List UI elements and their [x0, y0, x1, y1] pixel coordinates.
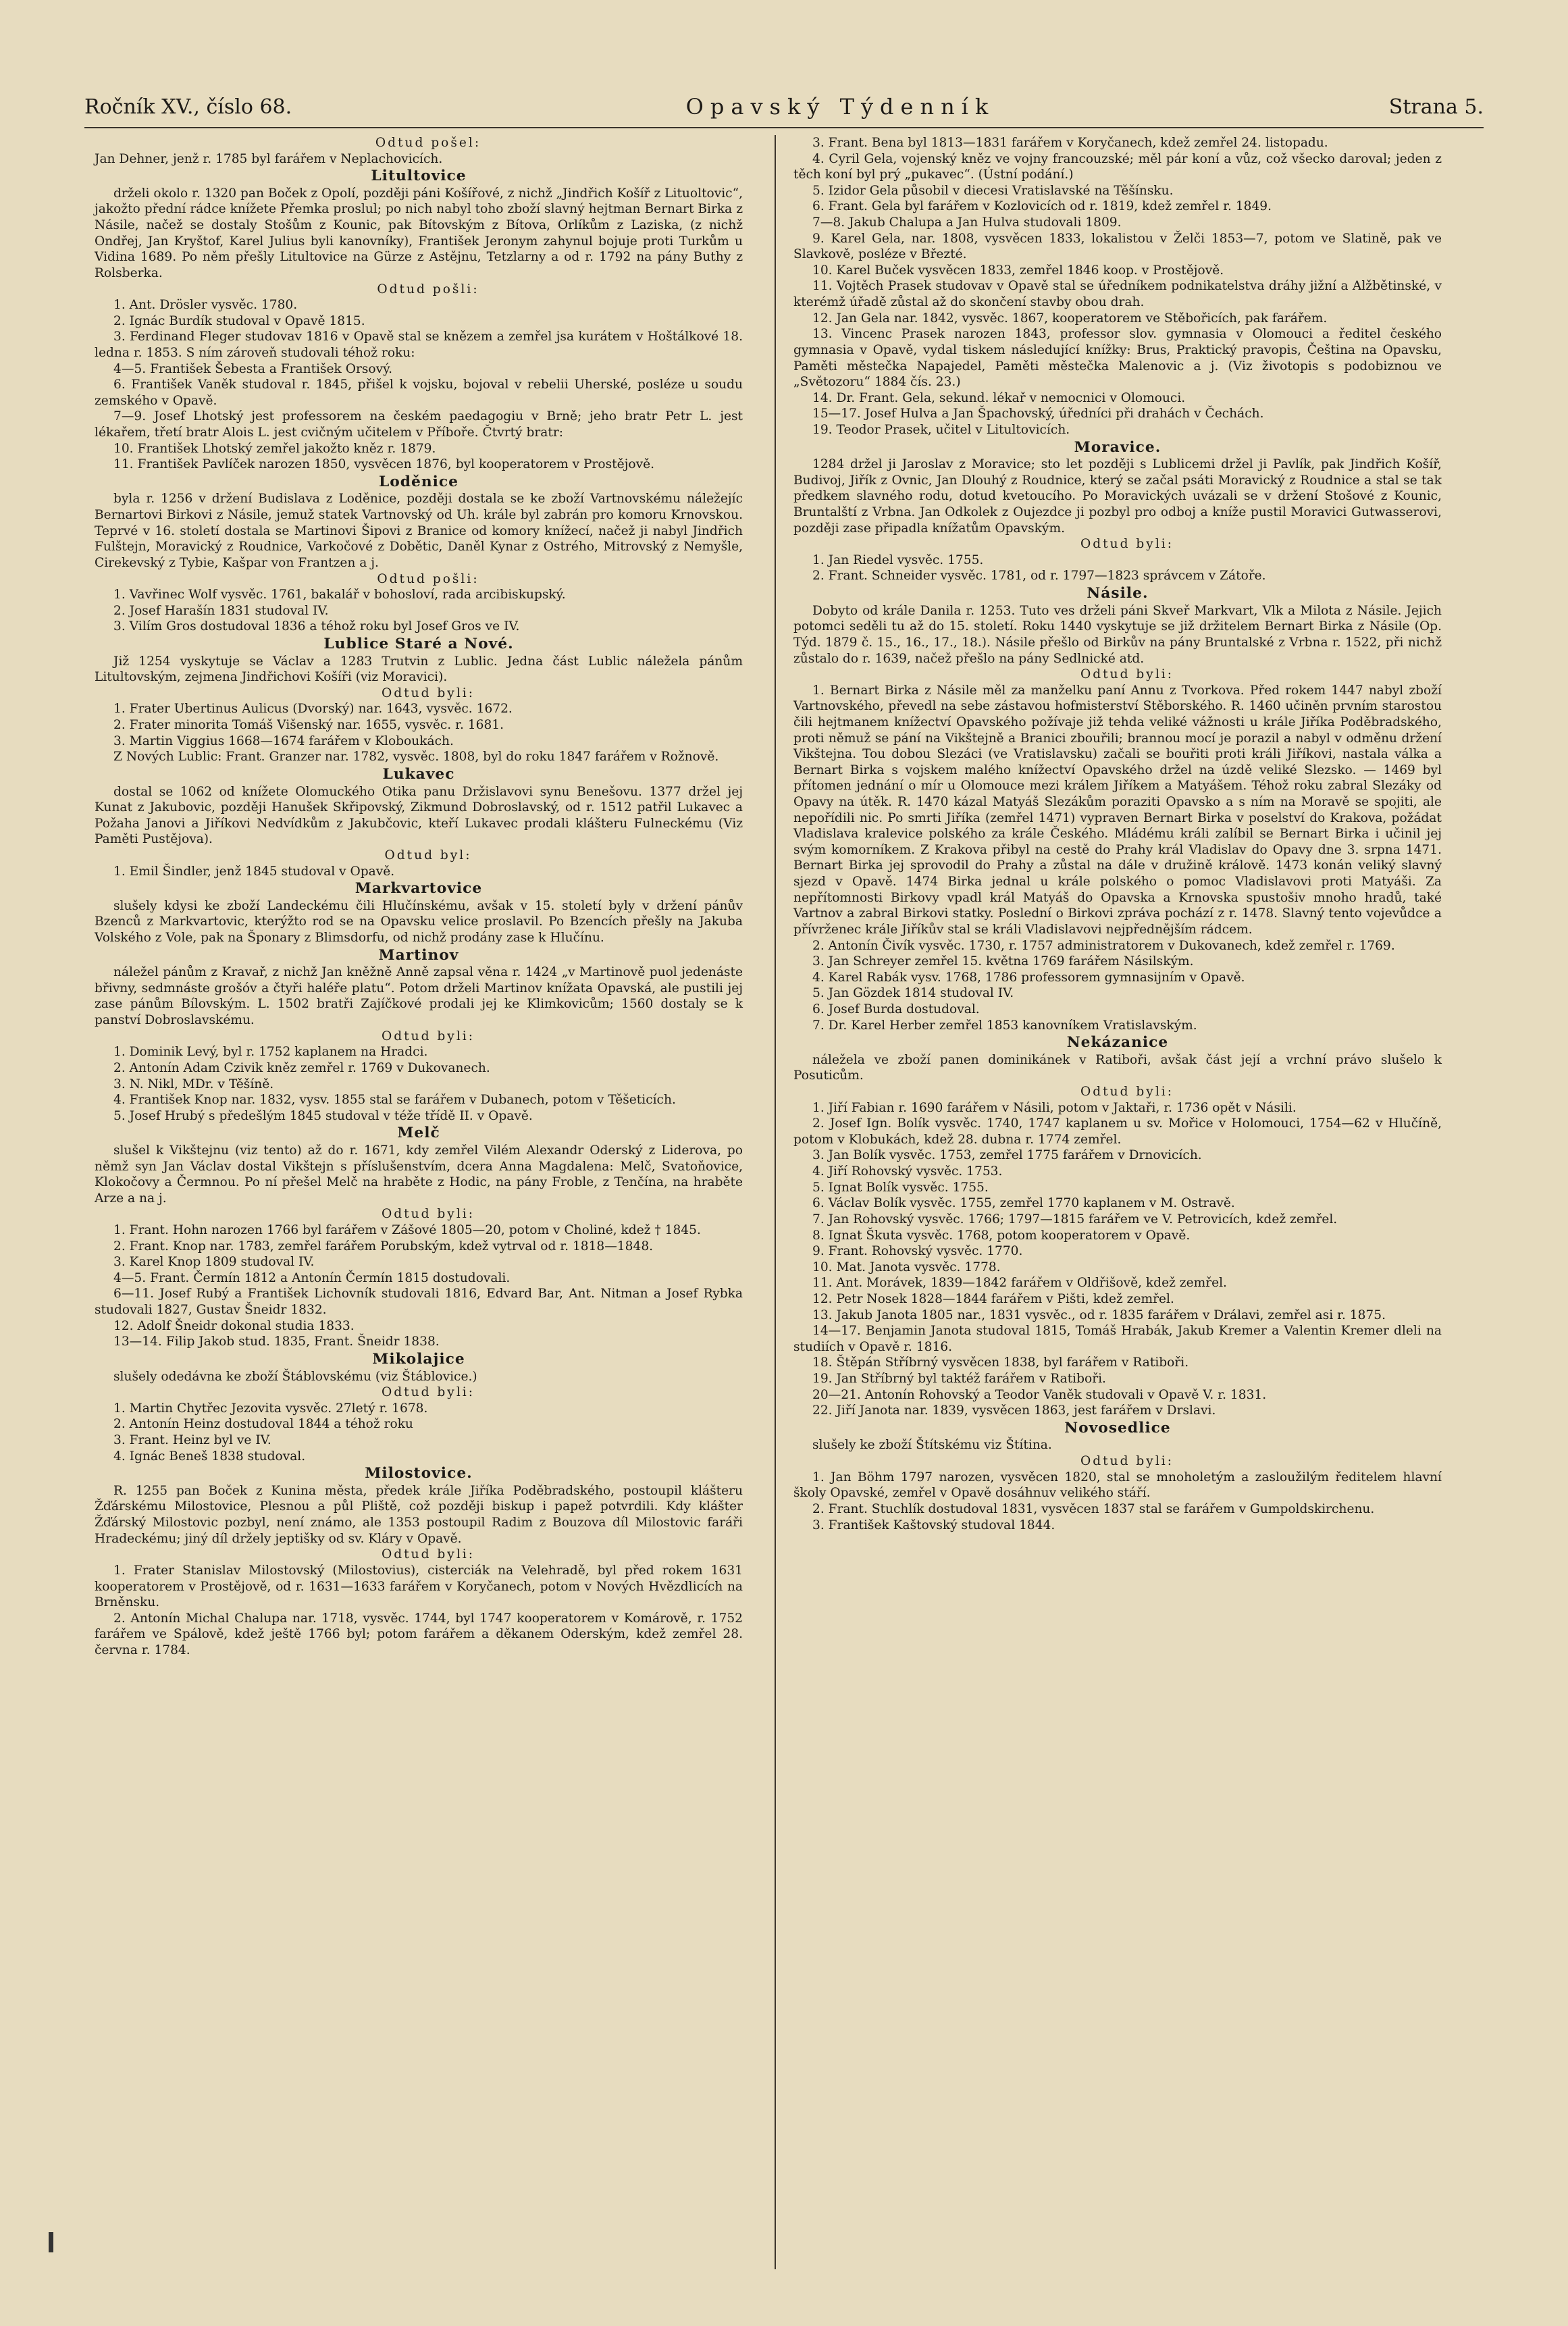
paragraph: 1. Frater Ubertinus Aulicus (Dvorský) nar. 1643, vysvěc. 1672.	[113, 702, 513, 717]
paragraph: dostal se 1062 od knížete Olomuckého Otika panu Držislavovi synu Benešovu. 1377 držel jej Kunat z Jakubovic, později Hanušek Skřipovský, Zikmund Dobroslavský, od r. 1512 patřil Lukavec a Požaha Janovi a Jiříkovi Nedvídkům z Jakubčovic, kteří Lukavec prodali klášteru Fulneckému (Viz Paměti Pustějova).	[95, 784, 743, 847]
paragraph: 7—9. Josef Lhotský jest professorem na českém paedagogiu v Brně; jeho bratr Petr L. jest lékařem, třetí bratr Alois L. jest cvičným učitelem v Příboře. Čtvrtý bratr:	[95, 409, 743, 440]
paragraph: 5. Jan Gözdek 1814 studoval IV.	[812, 986, 1014, 1001]
paragraph: 19. Teodor Prasek, učitel v Litultovicích.	[812, 422, 1070, 437]
paragraph: 2. Frant. Stuchlík dostudoval 1831, vysvěcen 1837 stal se farářem v Gumpoldskirchenu.	[812, 1501, 1375, 1516]
paragraph: Jan Dehner, jenž r. 1785 byl farářem v Neplachovicích.	[95, 151, 443, 166]
paragraph: R. 1255 pan Boček z Kunina města, předek krále Jiříka Poděbradského, postoupil klášteru Žďárskému Milostovice, Plesnou a půl Pliště, což později biskup i papež potvrdili. Kdy klášter Žďárský Milostovic pozbyl, není známo, ale 1353 postoupil Radim z Bouzova díl Milostovic faráři Hradeckému; jiný díl držely jeptišky od sv. Kláry v Opavě.	[95, 1483, 743, 1546]
paragraph: 2. Antonín Adam Czivik kněz zemřel r. 1769 v Dukovanech.	[113, 1060, 490, 1075]
paragraph: 4. František Knop nar. 1832, vysv. 1855 stal se farářem v Dubanech, potom v Těšeticích.	[113, 1093, 676, 1108]
paragraph: 11. Ant. Morávek, 1839—1842 farářem v Oldřišově, kdež zemřel.	[812, 1276, 1227, 1291]
paragraph: 12. Adolf Šneidr dokonal studia 1833.	[113, 1318, 355, 1333]
paragraph: 6. František Vaněk studoval r. 1845, přišel k vojsku, bojoval v rebelii Uherské, posléze u soudu zemského v Opavě.	[95, 378, 743, 408]
subheading: Odtud byli:	[382, 1207, 475, 1222]
paragraph: 10. Karel Buček vysvěcen 1833, zemřel 1846 koop. v Prostějově.	[812, 263, 1224, 278]
subheading: Odtud byli:	[382, 1029, 475, 1043]
paragraph: 2. Josef Harašín 1831 studoval IV.	[113, 603, 329, 618]
subheading: Odtud byli:	[1080, 537, 1174, 552]
paragraph: 14. Dr. Frant. Gela, sekund. lékař v nemocnici v Olomouci.	[812, 390, 1186, 405]
section-heading: Moravice.	[1074, 438, 1161, 456]
subheading: Odtud byli:	[1080, 1454, 1174, 1469]
paragraph: 3. Karel Knop 1809 studoval IV.	[113, 1255, 315, 1270]
paragraph: 1284 držel ji Jaroslav z Moravice; sto let později s Lublicemi držel ji Pavlík, pak Jindřich Košíř, Budivoj, Jiřík z Ovnic, Jan Dlouhý z Roudnice, který se začal psáti Moravický z Roudnice a stal se tak předkem slavného rodu, dotud kvetoucího. Po Moravických uvázali se v držení Stošové z Kounic, Bruntalští z Vrbna. Jan Odkolek z Oujezdce ji pozbyl pro odboj a kníže pustil Moravici Gutwasserovi, později zase připadla knížatům Opavským.	[793, 457, 1442, 536]
subheading: Odtud byli:	[1080, 667, 1174, 682]
paragraph: byla r. 1256 v držení Budislava z Loděnice, později dostala se ke zboží Vartnovskému náležejíc Bernartovi Birkovi z Násile, jemuž statek Vartnovský od Uh. krále byl zabrán pro komoru Krnovskou. Teprvé v 16. století dostala se Martinovi Šipovi z Branice od komory knížecí, načež ji nabyl Jindřich Fulštejn, Moravický z Roudnice, Varkočové z Dobětic, Daněl Kynar z Ostrého, Mitrovský z Nemyšle, Cirekevský z Tybie, Kašpar von Frantzen a j.	[95, 492, 743, 570]
paragraph: 13. Jakub Janota 1805 nar., 1831 vysvěc., od r. 1835 farářem v Drálavi, zemřel asi r. 1875.	[812, 1308, 1386, 1322]
paragraph: 3. František Kaštovský studoval 1844.	[812, 1518, 1055, 1532]
paragraph: 3. Jan Schreyer zemřel 15. května 1769 farářem Násilským.	[812, 954, 1194, 969]
section-heading: Násile.	[1087, 585, 1149, 602]
subheading: Odtud byl:	[384, 848, 472, 862]
section-heading: Melč	[397, 1125, 440, 1142]
paragraph: 14—17. Benjamin Janota studoval 1815, Tomáš Hrabák, Jakub Kremer a Valentin Kremer dleli na studiích v Opavě r. 1816.	[793, 1324, 1442, 1354]
paragraph: 4. Karel Rabák vysv. 1768, 1786 professorem gymnasijním v Opavě.	[812, 970, 1245, 985]
paragraph: 13—14. Filip Jakob stud. 1835, Frant. Šneidr 1838.	[113, 1335, 440, 1349]
subheading: Odtud pošel:	[375, 136, 481, 150]
section-heading: Mikolajice	[372, 1350, 465, 1368]
paragraph: 4. Jiří Rohovský vysvěc. 1753.	[812, 1164, 1003, 1179]
paragraph: 5. Izidor Gela působil v diecesi Vratislavské na Těšínsku.	[812, 183, 1174, 198]
paragraph: 3. Ferdinand Fleger studovav 1816 v Opavě stal se knězem a zemřel jsa kurátem v Hoštálkové 18. ledna r. 1853. S ním zároveň studovali téhož roku:	[95, 330, 743, 360]
paragraph: 4. Ignác Beneš 1838 studoval.	[113, 1449, 306, 1464]
page-header	[84, 86, 1484, 128]
paragraph: 22. Jiří Janota nar. 1839, vysvěcen 1863, jest farářem v Drslavi.	[812, 1403, 1216, 1418]
paragraph: 2. Antonín Čivík vysvěc. 1730, r. 1757 administratorem v Dukovanech, kdež zemřel r. 1769.	[812, 938, 1395, 953]
paragraph: 1. Jan Riedel vysvěc. 1755.	[812, 552, 984, 567]
paragraph: 20—21. Antonín Rohovský a Teodor Vaněk studovali v Opavě V. r. 1831.	[812, 1387, 1267, 1402]
paragraph: 6. Josef Burda dostudoval.	[812, 1002, 980, 1016]
paragraph: 3. Vilím Gros dostudoval 1836 a téhož roku byl Josef Gros ve IV.	[113, 619, 520, 634]
paragraph: 1. Jiří Fabian r. 1690 farářem v Násili, potom v Jaktaři, r. 1736 opět v Násili.	[812, 1100, 1297, 1115]
paragraph: náležel pánům z Kravař, z nichž Jan kněžně Anně zapsal věna r. 1424 „v Martinově puol jedenáste břivny, sedmnáste grošóv a čtyři haléře platu“. Potom drželi Martinov knížata Opavská, ale pustili jej zase pánům Bílovským. L. 1502 bratři Zajíčkové prodali jej ke Klimkovicům; 1560 dostaly se k panství Dobroslavskému.	[95, 965, 743, 1028]
paragraph: 2. Frater minorita Tomáš Višenský nar. 1655, vysvěc. r. 1681.	[113, 718, 504, 733]
paragraph: 3. Martin Viggius 1668—1674 farářem v Kloboukách.	[113, 733, 454, 748]
paragraph: 9. Frant. Rohovský vysvěc. 1770.	[812, 1244, 1023, 1259]
paragraph: 1. Bernart Birka z Násile měl za manželku paní Annu z Tvorkova. Před rokem 1447 nabyl zboží Vartnovského, převedl na sebe zástavou hofmisterství Stěborského. R. 1460 učiněn prvním starostou čili hejtmanem knížectví Opavského požívaje již tehda veliké vážnosti u krále Jiříka Poděbradského, proti němuž se pání na Vikštejně a Branici zbouřili; brannou mocí je porazil a nabyl v odměnu držení Vikštejna. Tou dobou Slezáci (ve Vratislavsku) začali se bouřiti proti králi Jiříkovi, nastala válka a Bernart Birka s vojskem malého knížectví Opavského držel na úzdě veliké Slezsko. — 1469 byl přítomen jednání o mír u Olomouce mezi králem Jiříkem a Matyášem. Téhož roku zabral Slezáky od Opavy na útěk. R. 1470 kázal Matyáš Slezákům poraziti Opavsko a s ním na Moravě se spojiti, ale nepořídili nic. Po smrti Jiříka (zemřel 1471) vypraven Bernart Birka v poselství do Krakova, požádat Vladislava kralevice polského za krále Českého. Mládému králi zalíbil se Bernart Birka i učinil jej svým komorníkem. Z Krakova přibyl na cestě do Prahy král Vladislav do Opavy dne 3. srpna 1471. Bernart Birka jej sprovodil do Prahy a zůstal na dále v družině králově. 1473 konán veliký slavný sjezd v Opavě. 1474 Birka jednal u krále polského o pomoc Vladislavovi proti Matyáši. Za nepřítomnosti Birkovy vpadl král Matyáš do Opavska a Krnovska spustošiv mnoho hradů, také Vartnov a zabral Birkovi statky. Poslední o Birkovi zpráva pochází z r. 1478. Slavný tento vojevůdce a přívrženec krále Jiříkův stal se králi Vladislavovi nejpřednějším rádcem.	[793, 683, 1442, 937]
subheading: Odtud byli:	[382, 1547, 475, 1562]
paragraph: 18. Štěpán Stříbrný vysvěcen 1838, byl farářem v Ratiboři.	[812, 1355, 1189, 1370]
paragraph: drželi okolo r. 1320 pan Boček z Opolí, později páni Košířové, z nichž „Jindřich Košíř z Lituoltovic“, jakožto přední rádce knížete Přemka proslul; po nich nabyl toho zboží slavný hejtman Bernart Birka z Násile, načež se dostaly Stošům z Kounic, pak Bítovským z Bítova, Orlíkům z Laziska, (z nichž Ondřej, Jan Kryštof, Karel Julius byli kanovníky), František Jeronym zahynul bojuje proti Turkům u Vidina 1689. Po něm přešly Litultovice na Gürze z Astějnu, Tetzlarny a od r. 1792 na pány Buthy z Rolsberka.	[95, 186, 743, 280]
paragraph: 10. Mat. Janota vysvěc. 1778.	[812, 1260, 1001, 1274]
right-column	[793, 135, 1442, 1533]
paragraph: 4—5. Frant. Čermín 1812 a Antonín Čermín 1815 dostudovali.	[113, 1270, 511, 1285]
paragraph: 6. Frant. Gela byl farářem v Kozlovicích od r. 1819, kdež zemřel r. 1849.	[812, 199, 1272, 214]
left-column	[95, 135, 743, 1659]
section-heading: Litultovice	[371, 167, 467, 185]
paragraph: 1. Ant. Drösler vysvěc. 1780.	[113, 298, 298, 313]
paragraph: 1. Frant. Hohn narozen 1766 byl farářem v Zášové 1805—20, potom v Choliné, kdež † 1845.	[113, 1223, 701, 1238]
section-heading: Lukavec	[382, 765, 455, 783]
section-heading: Lublice Staré a Nové.	[323, 635, 514, 652]
section-heading: Markvartovice	[355, 880, 483, 898]
section-heading: Nekázanice	[1066, 1034, 1169, 1052]
paragraph: slušely ke zboží Štítskému viz Štítina.	[812, 1438, 1052, 1453]
page-number: Strana 5.	[1388, 95, 1484, 119]
section-heading: Milostovice.	[365, 1465, 473, 1482]
paragraph: 2. Frant. Schneider vysvěc. 1781, od r. 1797—1823 správcem v Zátoře.	[812, 569, 1266, 584]
paragraph: 2. Frant. Knop nar. 1783, zemřel farářem Porubským, kdež vytrval od r. 1818—1848.	[113, 1239, 654, 1254]
newspaper-title: Opavský Týdenník	[685, 94, 995, 120]
paragraph: 7. Dr. Karel Herber zemřel 1853 kanovníkem Vratislavským.	[812, 1018, 1197, 1033]
paragraph: 15—17. Josef Hulva a Jan Špachovský, úředníci při drahách v Čechách.	[812, 407, 1264, 421]
paragraph: slušely odedávna ke zboží Štáblovskému (viz Štáblovice.)	[113, 1369, 477, 1384]
paragraph: 4—5. František Šebesta a František Orsový.	[113, 361, 393, 376]
paragraph: 3. Frant. Bena byl 1813—1831 farářem v Koryčanech, kdež zemřel 24. listopadu.	[812, 136, 1328, 150]
paragraph: 6—11. Josef Rubý a František Lichovník studovali 1816, Edvard Bar, Ant. Nitman a Josef Rybka studovali 1827, Gustav Šneidr 1832.	[95, 1287, 743, 1318]
paragraph: slušel k Vikštejnu (viz tento) až do r. 1671, kdy zemřel Vilém Alexandr Oderský z Liderova, po němž syn Jan Václav dostal Vikštejn s příslušenstvím, dcera Anna Magdalena: Melč, Svatoňovice, Klokočovy a Čermnou. Po ní přešel Melč na hraběte z Hodic, na pány Froble, z Tenčína, na hraběte Arze a na j.	[95, 1143, 743, 1206]
paragraph: 12. Petr Nosek 1828—1844 farářem v Pišti, kdež zemřel.	[812, 1291, 1174, 1306]
paragraph: 2. Antonín Heinz dostudoval 1844 a téhož roku	[113, 1417, 413, 1432]
paragraph: 2. Antonín Michal Chalupa nar. 1718, vysvěc. 1744, byl 1747 kooperatorem v Komárově, r. 1752 farářem ve Spálově, kdež ještě 1766 byl; potom farářem a děkanem Oderským, kdež zemřel 28. června r. 1784.	[95, 1611, 743, 1657]
paragraph: 9. Karel Gela, nar. 1808, vysvěcen 1833, lokalistou v Želči 1853—7, potom ve Slatině, pak ve Slavkově, posléze v Březté.	[793, 231, 1442, 262]
paragraph: 19. Jan Stříbrný byl taktéž farářem v Ratiboři.	[812, 1372, 1106, 1387]
issue-number: Ročník XV., číslo 68.	[84, 95, 292, 119]
paragraph: 11. František Pavlíček narozen 1850, vysvěcen 1876, byl kooperatorem v Prostějově.	[113, 457, 655, 472]
paragraph: 10. František Lhotský zemřel jakožto kněz r. 1879.	[113, 441, 436, 456]
paragraph: 1. Emil Šindler, jenž 1845 studoval v Opavě.	[113, 864, 395, 879]
column-divider	[775, 135, 776, 2269]
paragraph: náležela ve zboží panen dominikánek v Ratiboři, avšak část její a vrchní právo slušelo k Posuticům.	[793, 1052, 1442, 1083]
subheading: Odtud pošli:	[377, 571, 479, 586]
paragraph: 5. Josef Hrubý s předešlým 1845 studoval v téže třídě II. v Opavě.	[113, 1108, 533, 1123]
paragraph: Z Nových Lublic: Frant. Granzer nar. 1782, vysvěc. 1808, byl do roku 1847 farářem v Rožnově.	[113, 750, 719, 765]
paragraph: 2. Josef Ign. Bolík vysvěc. 1740, 1747 kaplanem u sv. Mořice v Holomouci, 1754—62 v Hlučíně, potom v Klobukách, kdež 28. dubna r. 1774 zemřel.	[793, 1116, 1442, 1147]
paragraph: 8. Ignat Škuta vysvěc. 1768, potom kooperatorem v Opavě.	[812, 1228, 1191, 1243]
paragraph: 11. Vojtěch Prasek studovav v Opavě stal se úředníkem podnikatelstva dráhy jižní a Alžbětinské, v kterémž úřadě zůstal až do skončení stavby obou drah.	[793, 279, 1442, 310]
paragraph: 2. Ignác Burdík studoval v Opavě 1815.	[113, 313, 365, 328]
margin-mark	[49, 2232, 53, 2252]
paragraph: 1. Dominik Levý, byl r. 1752 kaplanem na Hradci.	[113, 1045, 428, 1060]
subheading: Odtud pošli:	[377, 282, 479, 296]
section-heading: Novosedlice	[1064, 1419, 1171, 1437]
paragraph: 1. Frater Stanislav Milostovský (Milostovius), cisterciák na Velehradě, byl před rokem 1631 kooperatorem v Prostějově, od r. 1631—1633 farářem v Koryčanech, potom v Nových Hvězdlicích na Brněnsku.	[95, 1563, 743, 1610]
section-heading: Martinov	[378, 946, 459, 964]
paragraph: slušely kdysi ke zboží Landeckému čili Hlučínskému, avšak v 15. století byly v držení pánův Bzenců z Markvartovic, kterýžto rod se na Opavsku velice proslavil. Po Bzencích přešly na Jakuba Volského z Vole, pak na Šponary z Blimsdorfu, od nichž prodány zase k Hlučínu.	[95, 898, 743, 946]
paragraph: 1. Vavřinec Wolf vysvěc. 1761, bakalář v bohosloví, rada arcibiskupský.	[113, 588, 566, 602]
paragraph: 13. Vincenc Prasek narozen 1843, professor slov. gymnasia v Olomouci a ředitel českého gymnasia v Opavě, vydal tiskem následující knížky: Brus, Praktický pravopis, Čeština na Opavsku, Paměti městečka Napajedel, Paměti městečka Malenovic a j. (Viz životopis s podobiznou ve „Světozoru“ 1884 čís. 23.)	[793, 327, 1442, 390]
section-heading: Loděnice	[378, 473, 459, 490]
paragraph: 3. N. Nikl, MDr. v Těšíně.	[113, 1077, 274, 1091]
subheading: Odtud byli:	[1080, 1085, 1174, 1100]
paragraph: 5. Ignat Bolík vysvěc. 1755.	[812, 1180, 989, 1195]
paragraph: 4. Cyril Gela, vojenský kněz ve vojny francouzské; měl pár koní a vůz, což všecko daroval; jeden z těch koní byl prý „pukavec“. (Ústní podání.)	[793, 151, 1442, 182]
paragraph: 1. Martin Chytřec Jezovita vysvěc. 27letý r. 1678.	[113, 1401, 428, 1416]
paragraph: 7—8. Jakub Chalupa a Jan Hulva studovali 1809.	[812, 215, 1122, 230]
paragraph: 3. Jan Bolík vysvěc. 1753, zemřel 1775 farářem v Drnovicích.	[812, 1148, 1202, 1163]
paragraph: Již 1254 vyskytuje se Václav a 1283 Trutvin z Lublic. Jedna část Lublic náleželа pánům Litultovským, zejmena Jindřichovi Košíři (viz Moravici).	[95, 654, 743, 685]
paragraph: 1. Jan Böhm 1797 narozen, vysvěcen 1820, stal se mnoholetým a zasloužilým ředitelem hlavní školy Opavské, zemřel v Opavě dosáhnuv velikého stáří.	[793, 1470, 1442, 1501]
paragraph: 12. Jan Gela nar. 1842, vysvěc. 1867, kooperatorem ve Stěbořicích, pak farářem.	[812, 311, 1328, 326]
paragraph: 7. Jan Rohovský vysvěc. 1766; 1797—1815 farářem ve V. Petrovicích, kdež zemřel.	[812, 1212, 1338, 1226]
subheading: Odtud byli:	[382, 686, 475, 700]
paragraph: 3. Frant. Heinz byl ve IV.	[113, 1433, 271, 1447]
paragraph: Dobyto od krále Danila r. 1253. Tuto ves drželi páni Skveř Markvart, Vlk a Milota z Násile. Jejich potomci seděli tu až do 15. století. Roku 1440 vyskytuje se již držitelem Bernart Birka z Násile (Op. Týd. 1879 č. 15., 16., 17., 18.). Násile přešlo od Birkův na pány Bruntalské z Vrbna r. 1522, při nichž zůstalo do r. 1639, načež přešlo na pány Sedlnické atd.	[793, 603, 1442, 666]
subheading: Odtud byli:	[382, 1385, 475, 1400]
paragraph: 6. Václav Bolík vysvěc. 1755, zemřel 1770 kaplanem v M. Ostravě.	[812, 1196, 1235, 1211]
